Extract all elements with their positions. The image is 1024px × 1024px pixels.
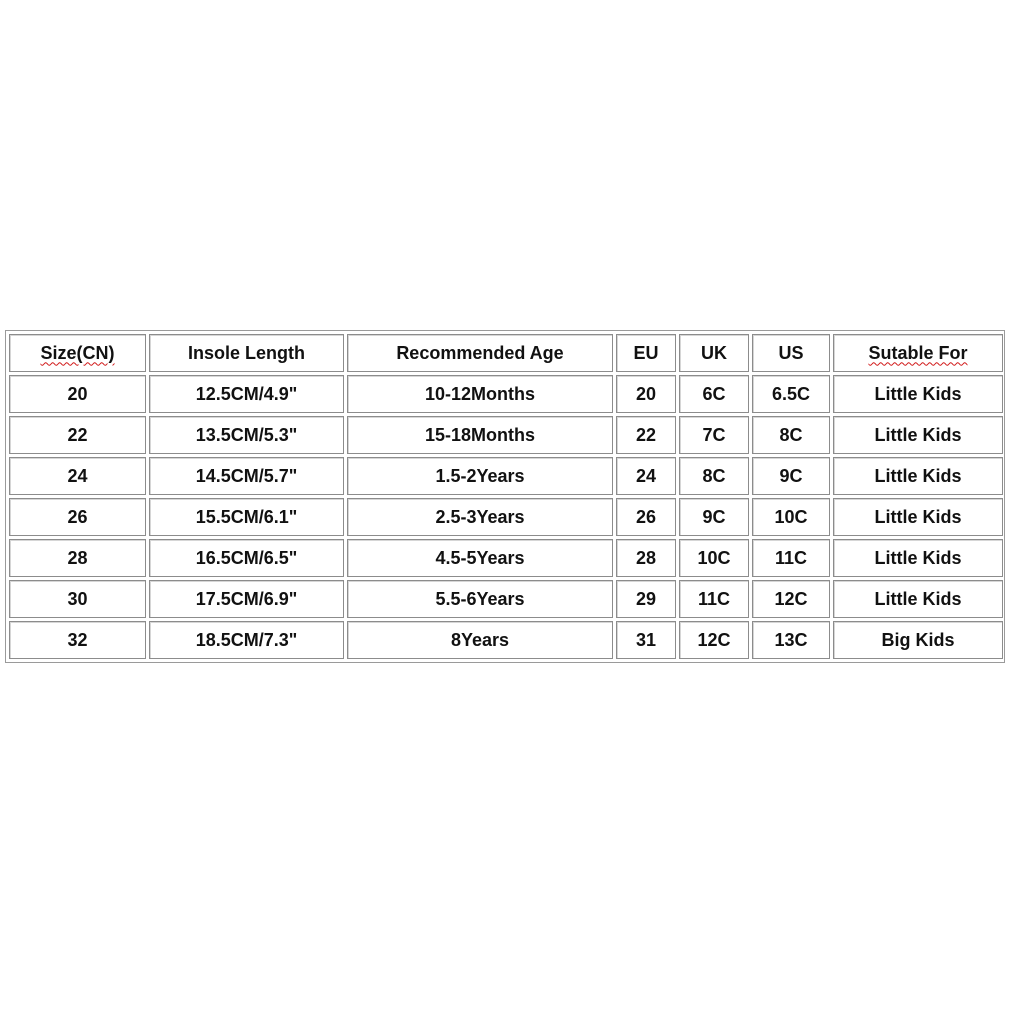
cell-size-cn: 24: [9, 457, 146, 495]
cell-us: 12C: [752, 580, 830, 618]
table-row: [9, 621, 1003, 659]
cell-recommended-age: 2.5-3Years: [347, 498, 613, 536]
cell-size-cn: 28: [9, 539, 146, 577]
cell-eu: 24: [616, 457, 676, 495]
cell-insole-length: 12.5CM/4.9": [149, 375, 344, 413]
cell-recommended-age: 15-18Months: [347, 416, 613, 454]
header-recommended-age: Recommended Age: [347, 334, 613, 372]
cell-recommended-age: 10-12Months: [347, 375, 613, 413]
table-row: [9, 375, 1003, 413]
cell-uk: 8C: [679, 457, 749, 495]
table-row: [9, 580, 1003, 618]
cell-recommended-age: 1.5-2Years: [347, 457, 613, 495]
cell-uk: 6C: [679, 375, 749, 413]
table-row: [9, 539, 1003, 577]
header-size-cn-label: Size(CN): [40, 342, 115, 363]
cell-insole-length: 15.5CM/6.1": [149, 498, 344, 536]
cell-us: 8C: [752, 416, 830, 454]
header-eu: EU: [616, 334, 676, 372]
cell-insole-length: 14.5CM/5.7": [149, 457, 344, 495]
cell-sutable-for: Little Kids: [833, 498, 1003, 536]
size-chart: [5, 330, 1005, 663]
cell-uk: 10C: [679, 539, 749, 577]
cell-insole-length: 16.5CM/6.5": [149, 539, 344, 577]
cell-recommended-age: 5.5-6Years: [347, 580, 613, 618]
cell-sutable-for: Little Kids: [833, 539, 1003, 577]
header-uk: UK: [679, 334, 749, 372]
cell-eu: 31: [616, 621, 676, 659]
cell-us: 13C: [752, 621, 830, 659]
cell-eu: 29: [616, 580, 676, 618]
cell-uk: 12C: [679, 621, 749, 659]
cell-sutable-for: Little Kids: [833, 375, 1003, 413]
cell-insole-length: 13.5CM/5.3": [149, 416, 344, 454]
cell-sutable-for: Little Kids: [833, 416, 1003, 454]
cell-us: 9C: [752, 457, 830, 495]
table-row: [9, 457, 1003, 495]
cell-eu: 22: [616, 416, 676, 454]
cell-eu: 26: [616, 498, 676, 536]
cell-sutable-for: Big Kids: [833, 621, 1003, 659]
cell-size-cn: 30: [9, 580, 146, 618]
cell-sutable-for: Little Kids: [833, 580, 1003, 618]
cell-uk: 7C: [679, 416, 749, 454]
cell-recommended-age: 4.5-5Years: [347, 539, 613, 577]
header-sutable-for-label: Sutable For: [868, 342, 968, 363]
header-insole-length: Insole Length: [149, 334, 344, 372]
header-size-cn: [9, 334, 146, 372]
header-us: US: [752, 334, 830, 372]
cell-size-cn: 20: [9, 375, 146, 413]
header-sutable-for: [833, 334, 1003, 372]
cell-uk: 9C: [679, 498, 749, 536]
cell-uk: 11C: [679, 580, 749, 618]
cell-eu: 28: [616, 539, 676, 577]
cell-sutable-for: Little Kids: [833, 457, 1003, 495]
cell-size-cn: 22: [9, 416, 146, 454]
cell-size-cn: 32: [9, 621, 146, 659]
cell-us: 11C: [752, 539, 830, 577]
table-row: [9, 416, 1003, 454]
cell-size-cn: 26: [9, 498, 146, 536]
header-row: [9, 334, 1003, 372]
cell-insole-length: 18.5CM/7.3": [149, 621, 344, 659]
table-row: [9, 498, 1003, 536]
size-chart-table: [6, 331, 1006, 662]
cell-us: 10C: [752, 498, 830, 536]
cell-eu: 20: [616, 375, 676, 413]
cell-recommended-age: 8Years: [347, 621, 613, 659]
cell-insole-length: 17.5CM/6.9": [149, 580, 344, 618]
cell-us: 6.5C: [752, 375, 830, 413]
